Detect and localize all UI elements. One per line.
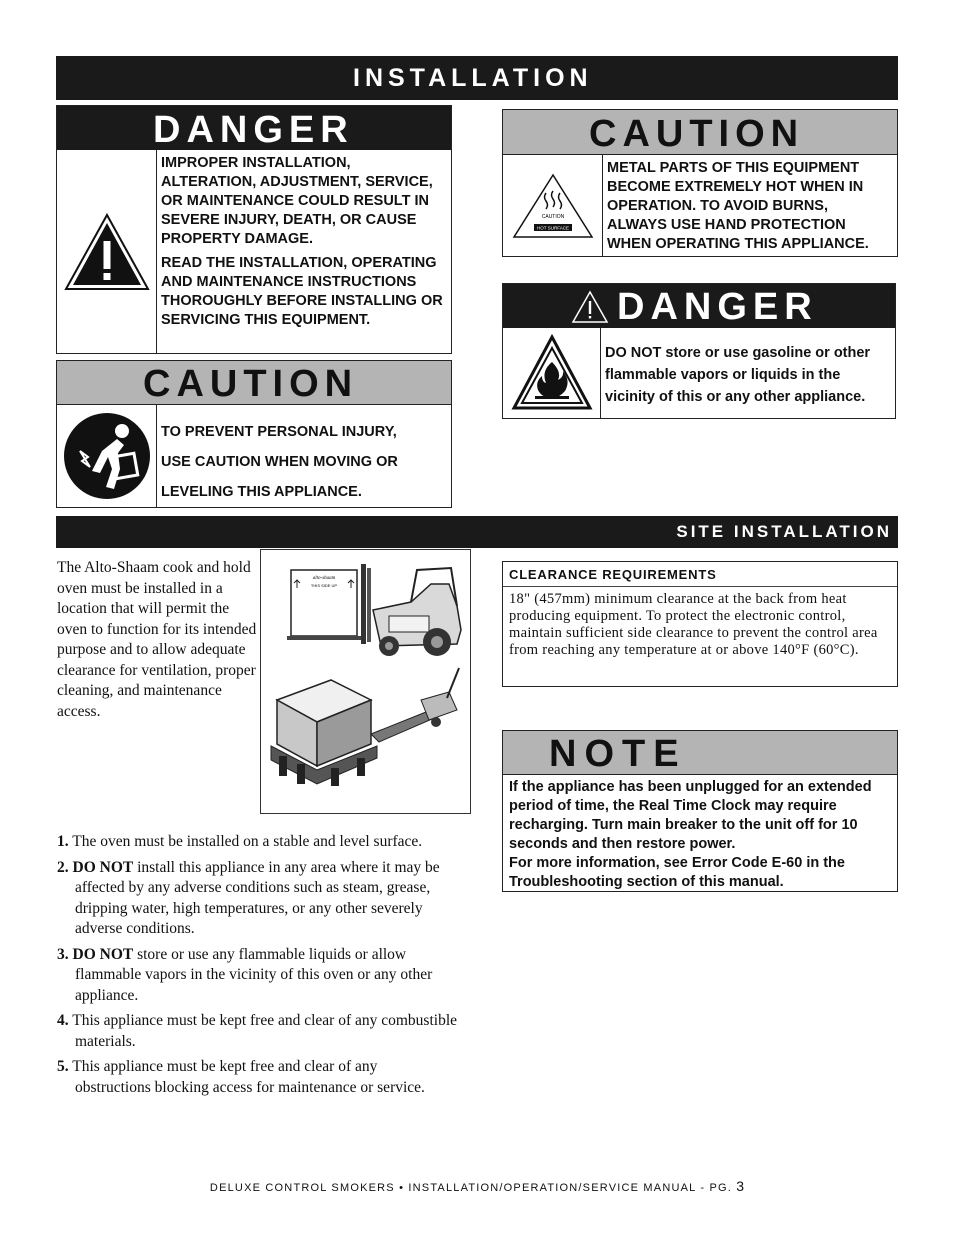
danger-text-cell — [157, 150, 451, 353]
danger-box-flammable — [502, 283, 896, 419]
danger-paragraph-2: READ THE INSTALLATION, OPERATING AND MAINTENANCE INSTRUCTIONS THOROUGHLY BEFORE INSTALLING OR SERVICING THIS EQUIPMENT. — [161, 255, 443, 328]
list-item-text: install this appliance in any area where it may be affected by any adverse conditions such as steam, grease, dripping water, high temperatures, or any other severely adverse conditions. — [75, 858, 440, 937]
list-item-number: 4. — [57, 1012, 69, 1029]
caution-heading: CAUTION — [57, 361, 451, 405]
warning-triangle-icon — [571, 290, 609, 324]
caution-line-3: LEVELING THIS APPLIANCE. — [161, 484, 362, 500]
list-item — [57, 858, 457, 940]
flammable-icon-cell — [503, 328, 601, 418]
list-item-text: store or use any flammable liquids or allow flammable vapors in the vicinity of this oven or any other appliance. — [75, 945, 433, 1004]
crate-label: THIS SIDE UP — [310, 583, 338, 588]
danger-icon-cell — [57, 150, 157, 353]
clearance-requirements-box — [502, 561, 898, 687]
list-item — [57, 832, 457, 853]
list-item-text: This appliance must be kept free and clear of any obstructions blocking access for maintenance or service. — [72, 1058, 425, 1096]
clearance-title: CLEARANCE REQUIREMENTS — [503, 562, 897, 587]
hot-surface-icon-cell — [503, 155, 603, 256]
page-number: 3 — [736, 1178, 745, 1194]
danger-heading: DANGER — [57, 106, 451, 150]
note-text-block — [503, 775, 897, 895]
caution-hot-heading: CAUTION — [503, 110, 897, 155]
list-item-text: The oven must be installed on a stable and level surface. — [72, 833, 423, 850]
danger-flammable-text: DO NOT store or use gasoline or other flammable vapors or liquids in the vicinity of this or any other appliance. — [605, 345, 871, 405]
note-text: If the appliance has been unplugged for an extended period of time, the Real Time Clock may require recharging. Turn main breaker to the unit off for 10 seconds and then restore power. — [509, 779, 872, 852]
caution-line-2: USE CAUTION WHEN MOVING OR — [161, 454, 398, 470]
caution-box-hot-surface — [502, 109, 898, 257]
danger-box-improper-installation — [56, 105, 452, 354]
crate-brand: alto-shaam — [312, 576, 336, 581]
page-footer — [0, 1178, 954, 1194]
list-item-number: 5. — [57, 1058, 69, 1075]
danger-paragraph-1: IMPROPER INSTALLATION, ALTERATION, ADJUSTMENT, SERVICE, OR MAINTENANCE COULD RESULT IN SEVERE INJURY, DEATH, OR CAUSE PROPERTY DAMAGE. — [161, 155, 433, 247]
site-intro-paragraph: The Alto-Shaam cook and hold oven must be installed in a location that will permit the oven to function for its intended purpose and to allow adequate clearance for ventilation, proper cleaning, and maintenance access. — [57, 559, 257, 720]
forklift-icon — [261, 550, 470, 813]
hot-surface-icon — [510, 171, 596, 241]
note-box — [502, 730, 898, 892]
footer-text: DELUXE CONTROL SMOKERS • INSTALLATION/OPERATION/SERVICE MANUAL - PG. — [209, 1182, 732, 1194]
hot-icon-surface-label: HOT SURFACE — [536, 225, 569, 230]
note-heading: NOTE — [503, 731, 897, 775]
caution-hot-text: METAL PARTS OF THIS EQUIPMENT BECOME EXTREMELY HOT WHEN IN OPERATION. TO AVOID BURNS, ALWAYS USE HAND PROTECTION WHEN OPERATING THIS APPLIANCE. — [607, 160, 869, 252]
caution-text-cell — [157, 405, 451, 507]
caution-box-moving — [56, 360, 452, 508]
list-item — [57, 945, 457, 1007]
caution-hot-text-cell — [603, 155, 897, 256]
list-item-text: This appliance must be kept free and clear of any combustible materials. — [72, 1012, 458, 1050]
list-item — [57, 1057, 457, 1098]
site-installation-header: SITE INSTALLATION — [56, 516, 898, 548]
site-installation-list — [57, 832, 457, 1103]
danger-flammable-heading-text: DANGER — [617, 286, 818, 328]
list-item-number: 1. — [57, 833, 69, 850]
installation-header: INSTALLATION — [56, 56, 898, 100]
list-item-number: 2. — [57, 858, 69, 876]
list-item-emphasis: DO NOT — [72, 858, 134, 876]
danger-flammable-heading — [503, 284, 895, 328]
warning-triangle-icon — [63, 211, 151, 293]
list-item — [57, 1011, 457, 1052]
list-item-number: 3. — [57, 945, 69, 963]
danger-flammable-text-cell — [601, 328, 895, 418]
caution-icon-cell — [57, 405, 157, 507]
note-text-reference: For more information, see Error Code E-60 in the Troubleshooting section of this manual. — [509, 855, 845, 890]
lifting-injury-icon — [62, 411, 152, 501]
clearance-text: 18" (457mm) minimum clearance at the back from heat producing equipment. To protect the electronic control, maintain sufficient side clearance to prevent the control area from reaching any temperature at or above 140°F (60°C). — [509, 591, 878, 658]
forklift-pallet-illustration — [260, 549, 471, 814]
flammable-fire-icon — [511, 334, 593, 412]
hot-icon-caution-label: CAUTION — [541, 213, 564, 220]
list-item-emphasis: DO NOT — [72, 945, 134, 963]
caution-line-1: TO PREVENT PERSONAL INJURY, — [161, 424, 397, 440]
